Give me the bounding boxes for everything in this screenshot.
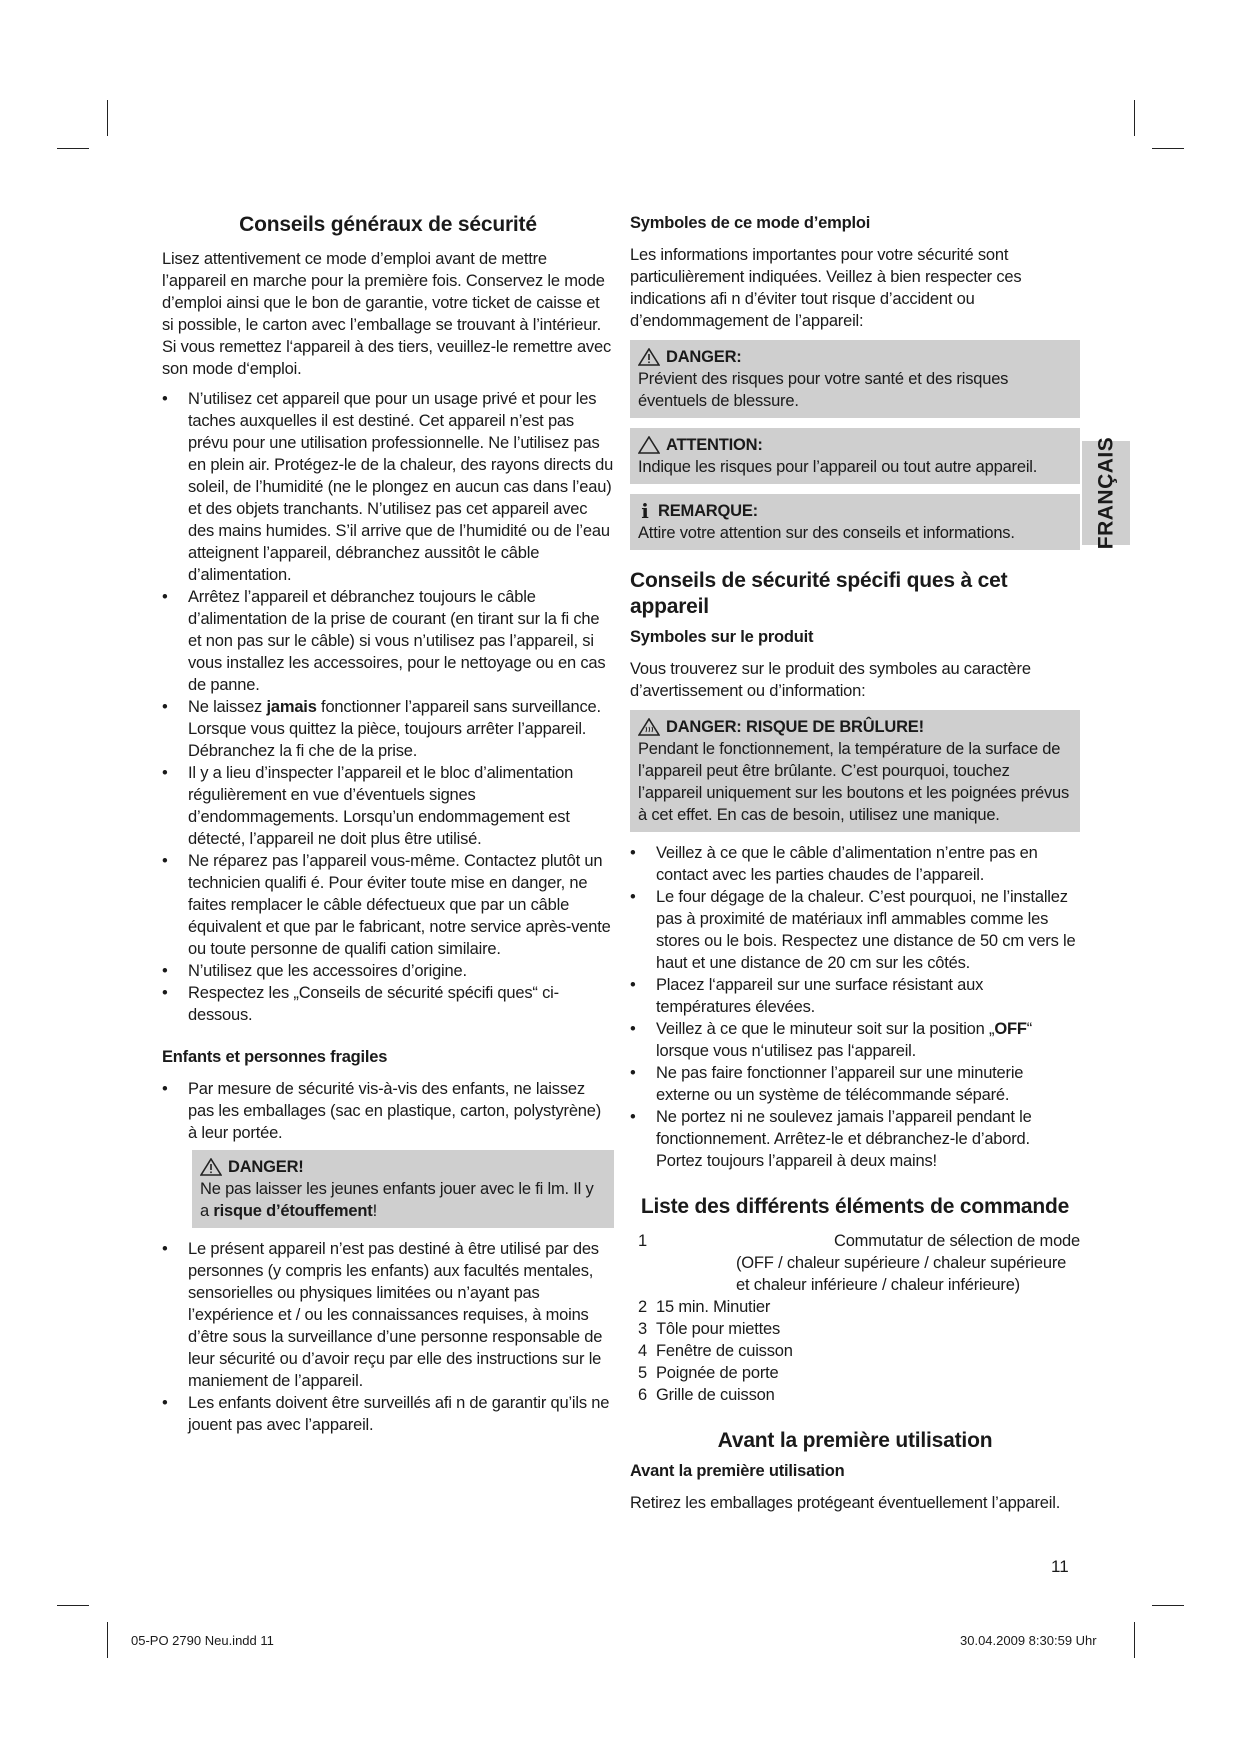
list-item: • Les enfants doivent être surveillés afi n de garantir qu’ils ne jouent pas avec l’appareil. — [162, 1394, 610, 1434]
footer-timestamp: 30.04.2009 8:30:59 Uhr — [960, 1633, 1097, 1648]
symbols-intro: Les informations importantes pour votre sécurité sont particulièrement indiquées. Veillez à bien respecter ces indications afi n d’éviter tout risque d’accident ou d’endommagement de l’appareil: — [630, 246, 1022, 330]
crop-mark — [1152, 148, 1184, 149]
list-item: • N’utilisez que les accessoires d’origine. — [162, 962, 467, 980]
info-icon: i — [641, 499, 649, 523]
crop-mark — [107, 100, 108, 136]
remarque-box: i REMARQUE: Attire votre attention sur des conseils et informations. — [630, 494, 1080, 550]
first-use-title: Avant la première utilisation — [717, 1429, 993, 1452]
left-column — [162, 212, 614, 1436]
list-item: 3 Tôle pour miettes — [638, 1320, 781, 1338]
general-safety-title: Conseils généraux de sécurité — [239, 213, 537, 236]
list-item: 2 15 min. Minutier — [638, 1298, 771, 1316]
children-list — [162, 1078, 614, 1144]
footer-file-info: 05-PO 2790 Neu.indd 11 — [131, 1633, 274, 1648]
list-item: • Respectez les „Conseils de sécurité spécifi ques“ ci-dessous. — [162, 984, 559, 1024]
warning-triangle-icon — [200, 1158, 222, 1176]
attention-box: ATTENTION: Indique les risques pour l’appareil ou tout autre appareil. — [630, 428, 1080, 484]
list-item: 1 Commutatur de sélection de mode (OFF / chaleur supérieure / chaleur supérieure et chaleur inférieure / chaleur inférieure) — [638, 1232, 1080, 1294]
crop-mark — [1134, 100, 1135, 136]
danger-box: DANGER: Prévient des risques pour votre santé et des risques éventuels de blessure. — [630, 340, 1080, 418]
list-item: • Veillez à ce que le câble d’alimentation n’entre pas en contact avec les parties chaudes de l’appareil. — [630, 844, 1038, 884]
list-item: • Ne réparez pas l’appareil vous-même. Contactez plutôt un technicien qualifi é. Pour éviter toute mise en danger, ne faites remplacer le câble défectueux que par un câble équivalent et que par le fabricant, notre service après-vente ou toute personne de qualifi cation similaire. — [162, 852, 611, 958]
list-item: 5 Poignée de porte — [638, 1364, 779, 1382]
specific-safety-title: Conseils de sécurité spécifi ques à cet appareil — [630, 569, 1008, 618]
danger-box-children: DANGER! Ne pas laisser les jeunes enfants jouer avec le fi lm. Il y a risque d’étouffement! — [192, 1150, 614, 1228]
children-title: Enfants et personnes fragiles — [162, 1048, 388, 1066]
list-item: • Le présent appareil n’est pas destiné à être utilisé par des personnes (y compris les enfants) aux facultés mentales, sensorielles ou physiques limitées ou n’ayant pas l’expérience et / ou les connaissances requises, à moins d’être sous la surveillance d’une personne responsable de leur sécurité ou d’avoir reçu par elle des instructions sur le maniement de l’appareil. — [162, 1240, 603, 1390]
hot-surface-icon — [638, 718, 660, 736]
list-item: 6 Grille de cuisson — [638, 1386, 775, 1404]
list-item: • Par mesure de sécurité vis-à-vis des enfants, ne laissez pas les emballages (sac en plastique, carton, polystyrène) à leur portée. — [162, 1080, 602, 1142]
children-list-2 — [162, 1238, 614, 1436]
list-item: • Placez l‘appareil sur une surface résistant aux températures élevées. — [630, 976, 984, 1016]
list-item: • Arrêtez l’appareil et débranchez toujours le câble d’alimentation de la prise de courant (en tirant sur la fi che et non pas sur le câble) si vous n’utilisez pas l’appareil, si vous installez les accessoires, pour le nettoyage ou en cas de panne. — [162, 588, 606, 694]
safety-list — [162, 388, 614, 1026]
language-tab: FRANÇAIS — [1082, 441, 1130, 545]
first-use-subtitle: Avant la première utilisation — [630, 1462, 845, 1480]
burn-danger-box: DANGER: RISQUE DE BRÛLURE! Pendant le fonctionnement, la température de la surface de l’appareil peut être brûlante. C’est pourquoi, touchez l’appareil uniquement sur les boutons et les poignées prévus à cet effet. En cas de besoin, utilisez une manique. — [630, 710, 1080, 832]
list-item: • Ne pas faire fonctionner l’appareil sur une minuterie externe ou un système de télécommande séparé. — [630, 1064, 1024, 1104]
intro-paragraph: Lisez attentivement ce mode d’emploi avant de mettre l’appareil en marche pour la première fois. Conservez le mode d’emploi ainsi que le bon de garantie, votre ticket de caisse et si possible, le carton avec l’emballage se trouvant à l’intérieur. Si vous remettez l‘appareil à des tiers, veuillez-le remettre avec son mode d‘emploi. — [162, 250, 611, 378]
list-item: • N’utilisez cet appareil que pour un usage privé et pour les taches auxquelles il est destiné. Cet appareil n’est pas prévu pour une utilisation professionnelle. Ne l’utilisez pas en plein air. Protégez-le de la chaleur, des rayons directs du soleil, de l’humidité (ne le plongez en aucun cas dans l’eau) et des objets tranchants. N’utilisez pas cet appareil avec des mains humides. S’il arrive que de l’humidité ou de l’eau atteignent l’appareil, débranchez aussitôt le câble d’alimentation. — [162, 390, 614, 584]
crop-mark — [57, 1605, 89, 1606]
list-item: • Ne laissez jamais fonctionner l’appareil sans surveillance. Lorsque vous quittez la pièce, toujours arrêter l’appareil. Débranchez la fi che de la prise. — [162, 698, 601, 760]
crop-mark — [57, 148, 89, 149]
first-use-text: Retirez les emballages protégeant éventuellement l’appareil. — [630, 1494, 1061, 1512]
warning-triangle-icon — [638, 436, 660, 454]
warning-triangle-icon — [638, 348, 660, 366]
list-item: 4 Fenêtre de cuisson — [638, 1342, 793, 1360]
list-item: • Le four dégage de la chaleur. C’est pourquoi, ne l’installez pas à proximité de matériaux infl ammables comme les stores ou le bois. Respectez une distance de 50 cm vers le haut et une distance de 20 cm sur les côtés. — [630, 888, 1076, 972]
parts-title: Liste des différents éléments de commande — [640, 1195, 1070, 1218]
symbols-title: Symboles de ce mode d’emploi — [630, 214, 871, 232]
product-symbols-intro: Vous trouverez sur le produit des symboles au caractère d’avertissement ou d’information: — [630, 660, 1031, 700]
parts-list — [630, 1230, 1080, 1406]
list-item: • Veillez à ce que le minuteur soit sur la position „OFF“ lorsque vous n‘utilisez pas l‘appareil. — [630, 1020, 1033, 1060]
page-number: 11 — [1051, 1557, 1069, 1576]
list-item: • Ne portez ni ne soulevez jamais l’appareil pendant le fonctionnement. Arrêtez-le et débranchez-le d’abord. Portez toujours l’appareil à deux mains! — [630, 1108, 1032, 1170]
list-item: • Il y a lieu d’inspecter l’appareil et le bloc d’alimentation régulièrement en vue d’éventuels signes d’endommagements. Lorsqu’un endommagement est détecté, l’appareil ne doit plus être utilisé. — [162, 764, 574, 848]
crop-mark — [107, 1622, 108, 1658]
crop-mark — [1134, 1622, 1135, 1658]
crop-mark — [1152, 1605, 1184, 1606]
right-column — [630, 212, 1080, 1522]
specific-list — [630, 842, 1080, 1172]
product-symbols-title: Symboles sur le produit — [630, 628, 814, 646]
